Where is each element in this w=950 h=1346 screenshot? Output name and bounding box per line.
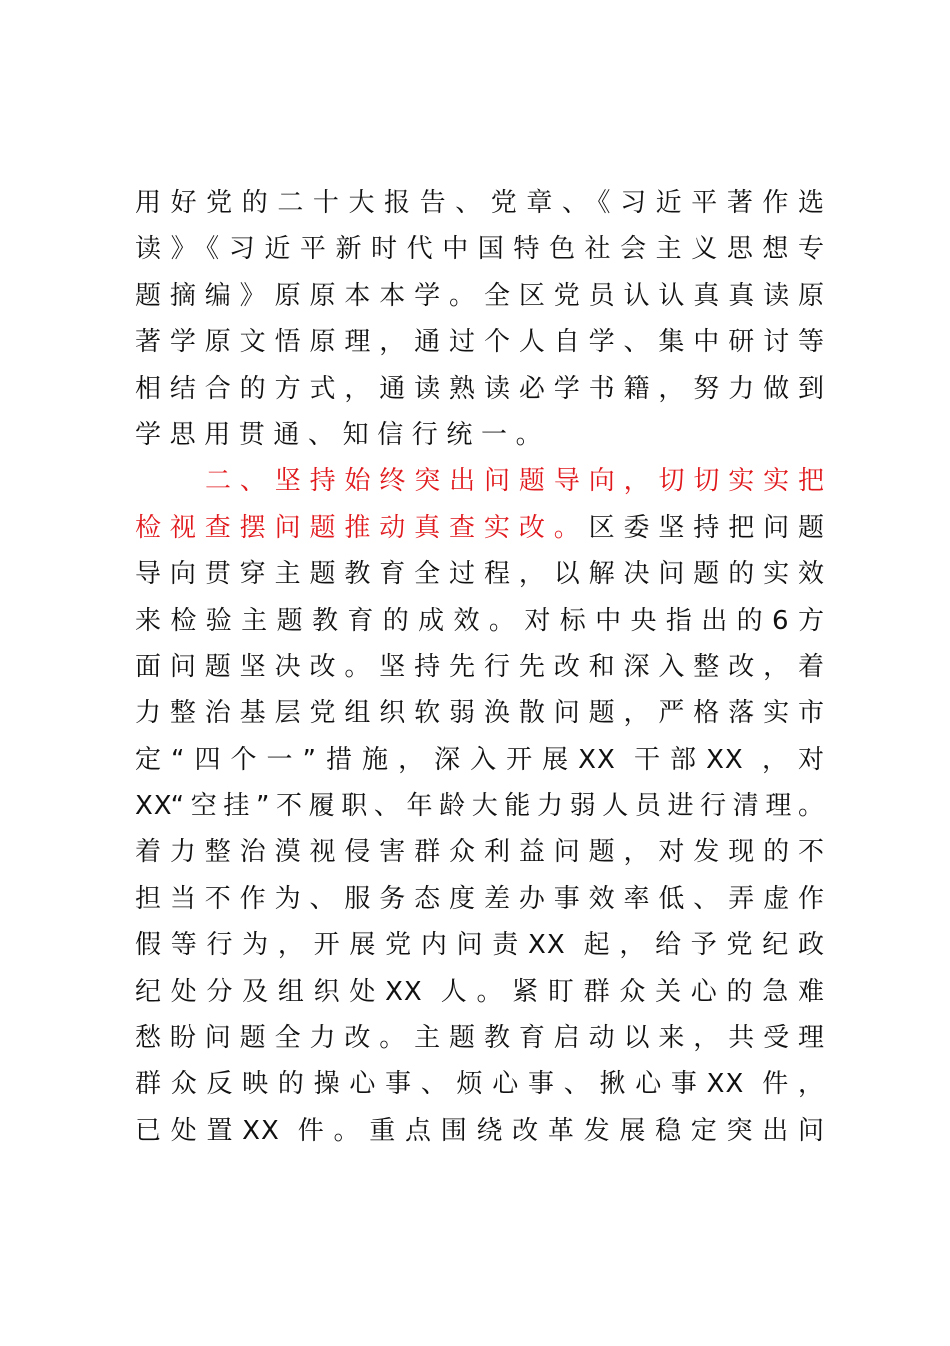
heading-text: 二、坚持始终突出问题导向，切切实实把 bbox=[205, 466, 825, 497]
text-line bbox=[135, 876, 825, 922]
body-text-run: 读》《习近平新时代中国特色社会主义思想专 bbox=[135, 234, 825, 265]
body-text-run: 愁盼问题全力改。主题教育启动以来，共受理 bbox=[135, 1023, 825, 1054]
text-line bbox=[135, 1108, 825, 1154]
text-line bbox=[135, 969, 825, 1015]
body-text-run: 来检验主题教育的成效。对标中央指出的6方 bbox=[135, 605, 825, 636]
text-line bbox=[135, 505, 825, 551]
text-line bbox=[135, 829, 825, 875]
text-line bbox=[135, 412, 825, 458]
body-text-run: 用好党的二十大报告、党章、《习近平著作选 bbox=[135, 188, 825, 218]
body-text-run: 区委坚持把问题 bbox=[588, 512, 825, 543]
text-line bbox=[135, 783, 825, 829]
text-line bbox=[135, 180, 825, 226]
body-text-run: 著学原文悟原理，通过个人自学、集中研讨等 bbox=[135, 327, 825, 358]
body-text-run: 纪处分及组织处XX 人。紧盯群众关心的急难 bbox=[135, 976, 825, 1007]
text-line bbox=[135, 1061, 825, 1107]
body-text-run: 担当不作为、服务态度差办事效率低、弄虚作 bbox=[135, 883, 825, 914]
body-text-run: 导向贯穿主题教育全过程，以解决问题的实效 bbox=[135, 559, 825, 590]
body-text bbox=[135, 180, 825, 1154]
text-line bbox=[135, 922, 825, 968]
text-line bbox=[135, 458, 825, 504]
body-text-run: 着力整治漠视侵害群众利益问题，对发现的不 bbox=[135, 837, 825, 868]
body-text-run: 面问题坚决改。坚持先行先改和深入整改，着 bbox=[135, 651, 825, 682]
body-text-run: 定“四个一”措施，深入开展XX 干部XX ，对 bbox=[135, 744, 825, 775]
text-line bbox=[135, 1015, 825, 1061]
body-text-run: 学思用贯通、知信行统一。 bbox=[135, 419, 551, 450]
text-line bbox=[135, 319, 825, 365]
text-line bbox=[135, 598, 825, 644]
text-line bbox=[135, 226, 825, 272]
text-line bbox=[135, 366, 825, 412]
body-text-run: 已处置XX 件。重点围绕改革发展稳定突出问 bbox=[135, 1115, 825, 1146]
text-line bbox=[135, 644, 825, 690]
text-line bbox=[135, 737, 825, 783]
text-line bbox=[135, 273, 825, 319]
body-text-run: 假等行为，开展党内问责XX 起，给予党纪政 bbox=[135, 930, 825, 961]
body-text-run: 相结合的方式，通读熟读必学书籍，努力做到 bbox=[135, 373, 825, 404]
body-text-run: 群众反映的操心事、烦心事、揪心事XX 件， bbox=[135, 1069, 825, 1100]
text-line bbox=[135, 551, 825, 597]
body-text-run: XX“空挂”不履职、年龄大能力弱人员进行清理。 bbox=[135, 791, 825, 822]
text-line bbox=[135, 690, 825, 736]
body-text-run: 题摘编》原原本本学。全区党员认认真真读原 bbox=[135, 280, 825, 311]
body-text-run: 力整治基层党组织软弱涣散问题，严格落实市 bbox=[135, 698, 825, 729]
heading-text: 检视查摆问题推动真查实改。 bbox=[135, 512, 589, 543]
